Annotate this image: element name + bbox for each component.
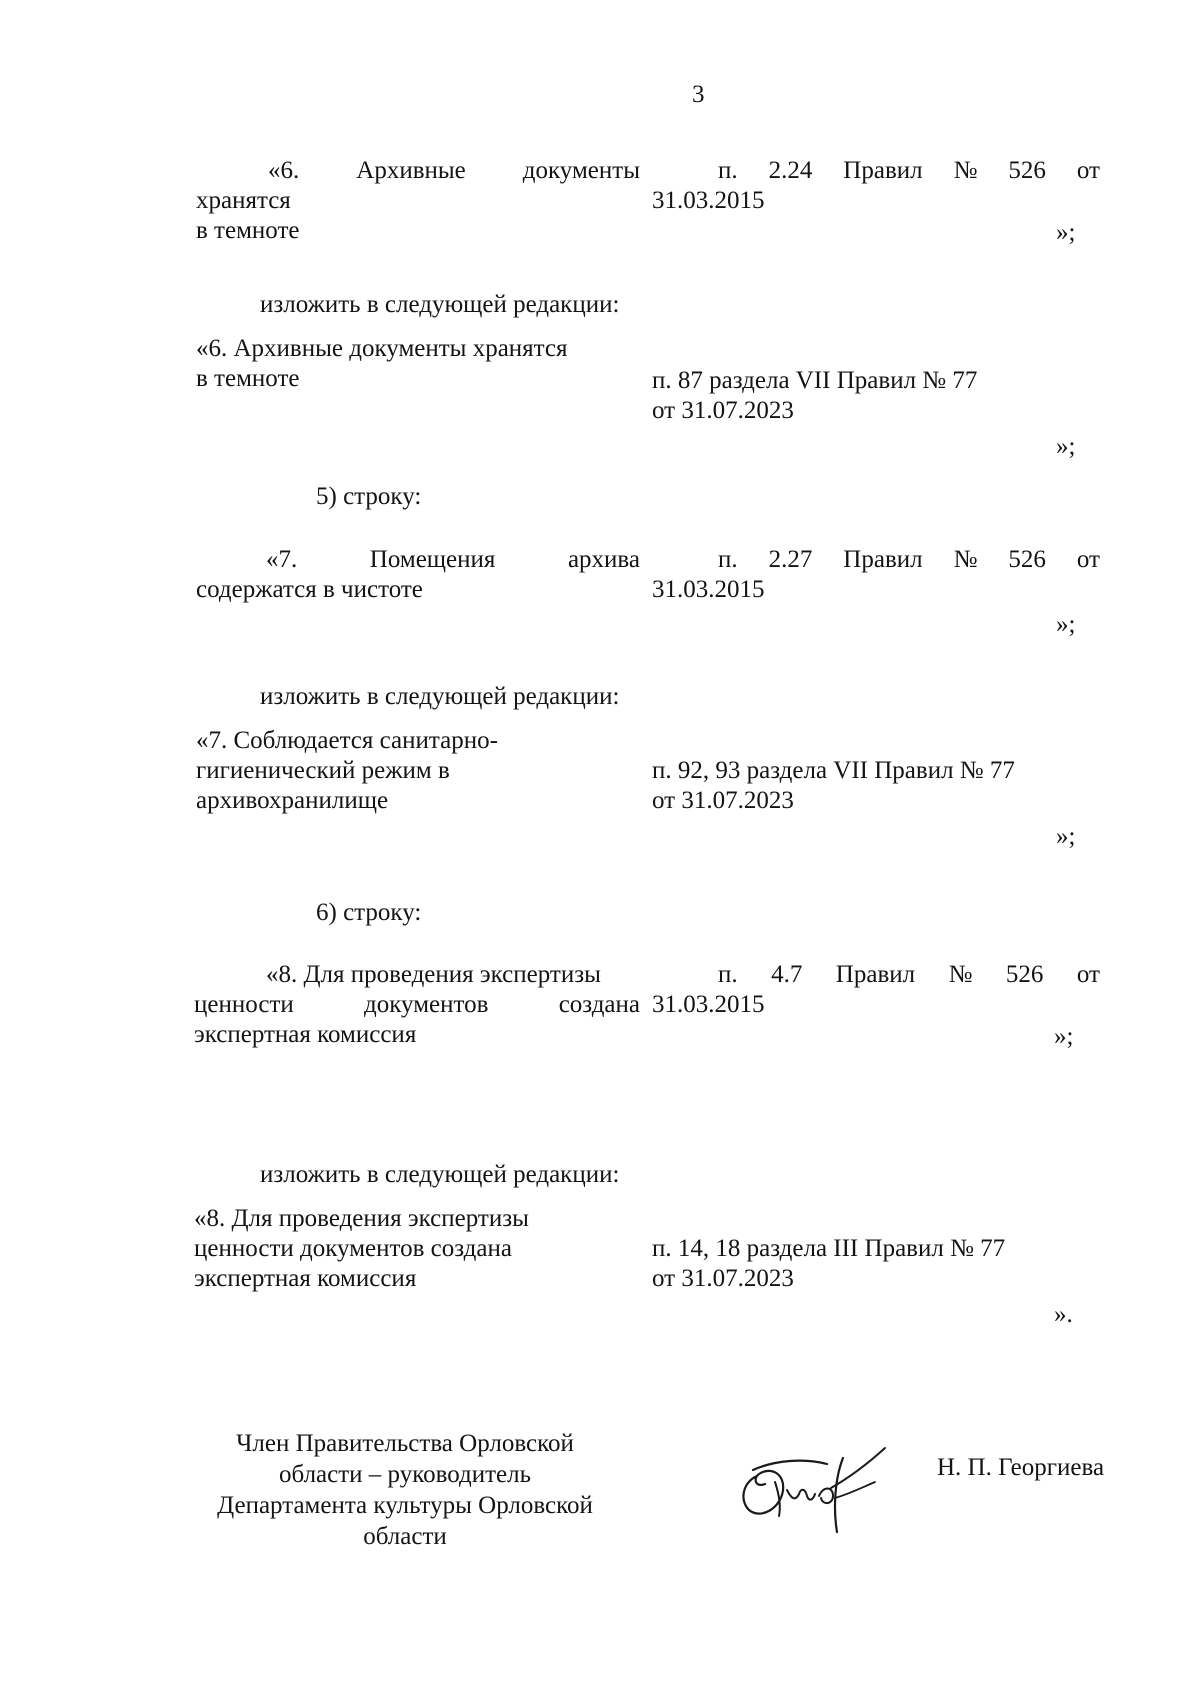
row7-new-right-line2: от 31.07.2023 — [652, 787, 794, 814]
edit-instruction-2: изложить в следующей редакции: — [260, 683, 620, 710]
row6-old-left-line2: хранятся — [196, 187, 291, 214]
row6-old-end: »; — [1056, 219, 1076, 246]
item-6-heading: 6) строку: — [316, 899, 422, 926]
edit-instruction-3: изложить в следующей редакции: — [260, 1161, 620, 1188]
row8-new-left-line2: ценности документов создана — [194, 1235, 512, 1262]
signer-name: Н. П. Георгиева — [937, 1454, 1105, 1481]
row8-new-left-line1: «8. Для проведения экспертизы — [194, 1205, 529, 1232]
row8-old-left-second: ценности документов создана — [194, 991, 640, 1018]
row7-old-right-line2: 31.03.2015 — [652, 576, 765, 603]
row7-old-left-line2: содержатся в чистоте — [196, 576, 423, 603]
row8-new-end: ». — [1054, 1301, 1073, 1328]
item-5-heading: 5) строку: — [316, 483, 422, 510]
row8-new-left-line3: экспертная комиссия — [194, 1265, 417, 1292]
row6-new-left-line2: в темноте — [196, 365, 300, 392]
row6-old-left-line3: в темноте — [196, 217, 300, 244]
signatory-position: Член Правительства Орловской области – руководитель Департамента культуры Орловской области — [217, 1430, 593, 1550]
row6-new-left-line1: «6. Архивные документы хранятся — [196, 335, 568, 362]
edit-instruction-1: изложить в следующей редакции: — [260, 291, 620, 318]
row7-new-left-line2: гигиенический режим в — [196, 757, 450, 784]
handwritten-signature — [735, 1438, 895, 1538]
row6-old-left-first: «6. Архивные документы — [268, 157, 640, 184]
page-number: 3 — [692, 81, 705, 108]
row8-old-left-line1: «8. Для проведения экспертизы — [266, 961, 601, 988]
row6-new-end: »; — [1056, 433, 1076, 460]
row6-new-right-line1: п. 87 раздела VII Правил № 77 — [652, 367, 978, 394]
row7-new-end: »; — [1056, 823, 1076, 850]
row8-new-right-line1: п. 14, 18 раздела III Правил № 77 — [652, 1235, 1006, 1262]
row8-old-right-first: п. 4.7 Правил № 526 от — [718, 961, 1100, 988]
row7-new-right-line1: п. 92, 93 раздела VII Правил № 77 — [652, 757, 1015, 784]
row7-old-right-first: п. 2.27 Правил № 526 от — [718, 546, 1100, 573]
row6-old-right-line2: 31.03.2015 — [652, 187, 765, 214]
row8-old-end: »; — [1054, 1023, 1074, 1050]
row7-old-left-first: «7. Помещения архива — [266, 546, 640, 573]
row8-old-right-line2: 31.03.2015 — [652, 991, 765, 1018]
row8-old-left-line3: экспертная комиссия — [194, 1021, 417, 1048]
row7-old-end: »; — [1056, 611, 1076, 638]
row7-new-left-line1: «7. Соблюдается санитарно- — [196, 727, 498, 754]
row6-old-right-first: п. 2.24 Правил № 526 от — [718, 157, 1100, 184]
row7-new-left-line3: архивохранилище — [196, 787, 389, 814]
row8-new-right-line2: от 31.07.2023 — [652, 1265, 794, 1292]
row6-new-right-line2: от 31.07.2023 — [652, 397, 794, 424]
